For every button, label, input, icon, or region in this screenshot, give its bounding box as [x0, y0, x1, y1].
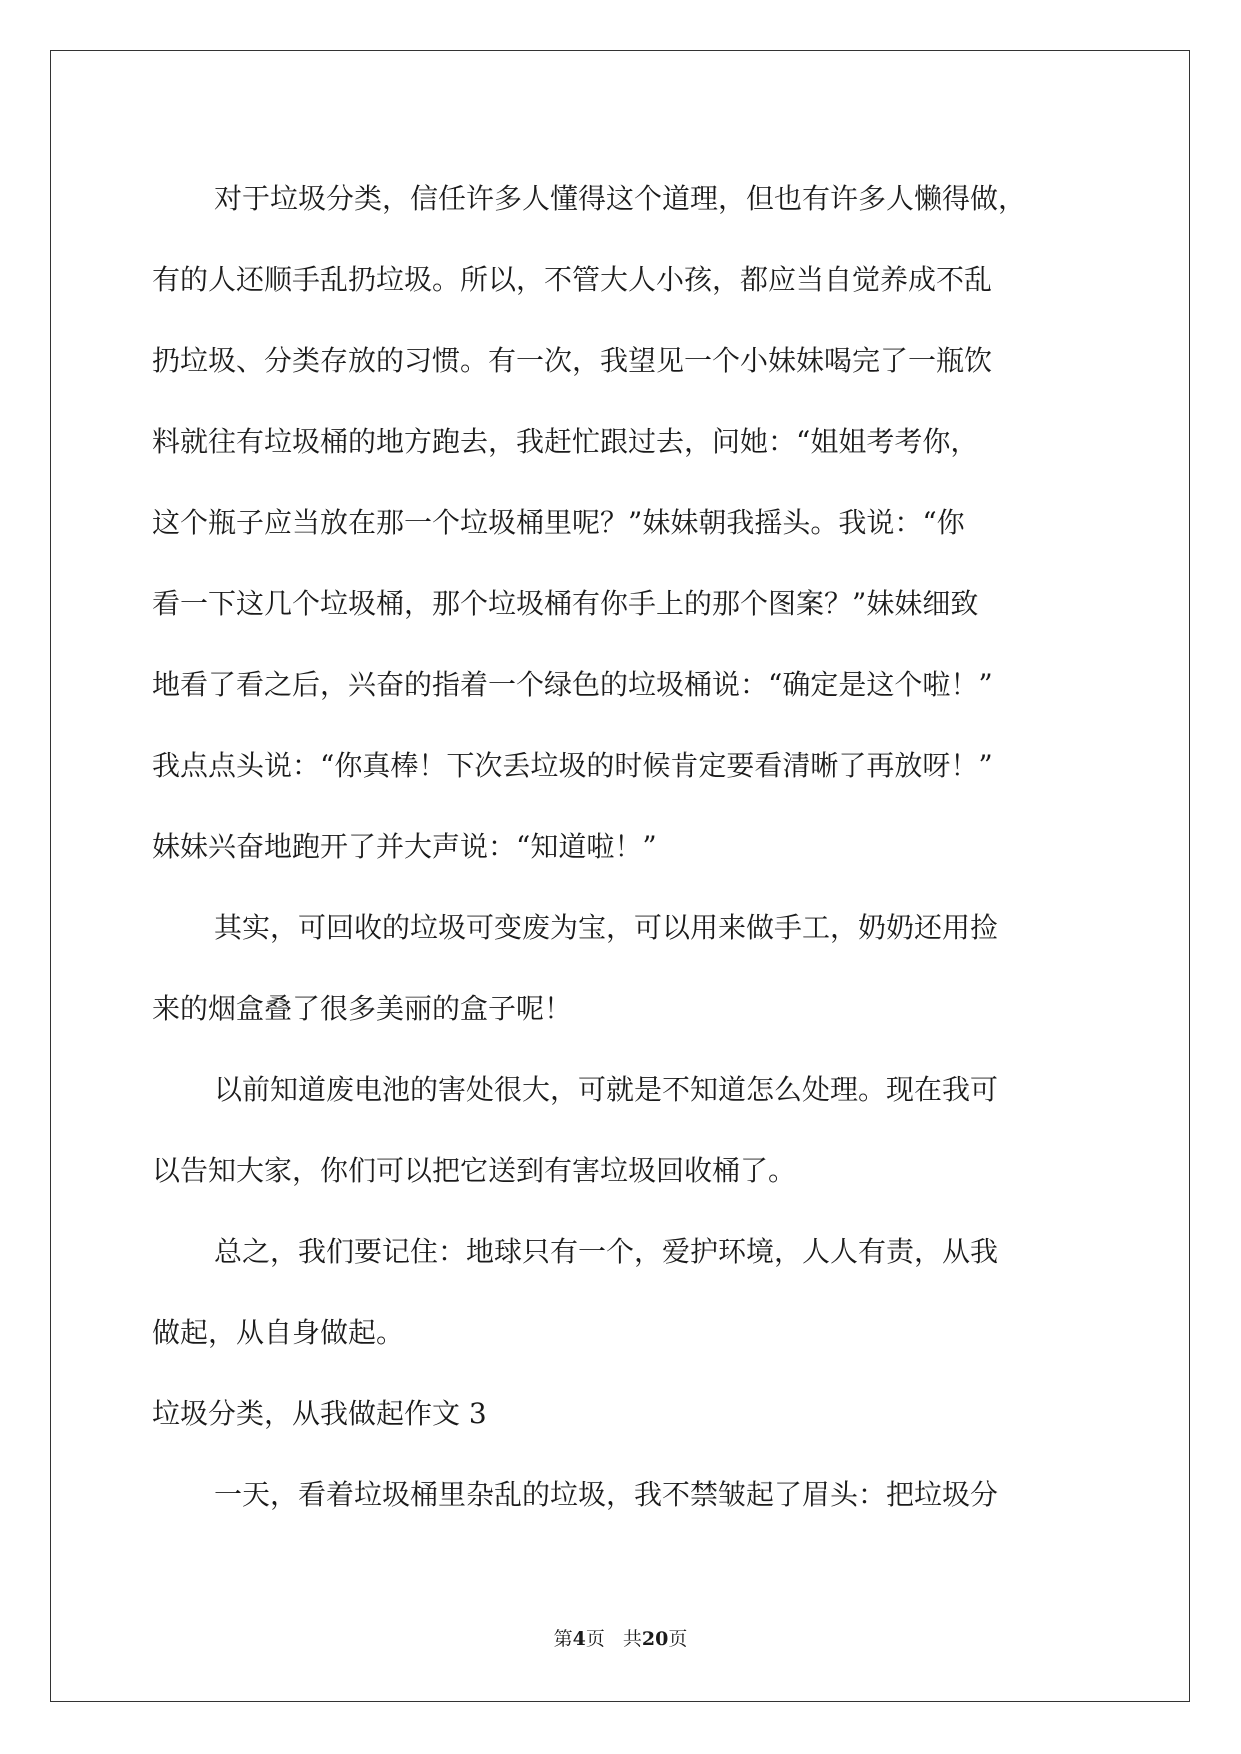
- footer-page-number: 4: [572, 1628, 586, 1650]
- footer-page-prefix: 第: [553, 1628, 573, 1650]
- paragraph-1-line-1: 对于垃圾分类，信任许多人懂得这个道理，但也有许多人懒得做，: [214, 182, 1027, 215]
- paragraph-4-line-2: 做起，从自身做起。: [152, 1316, 405, 1349]
- footer-total-number: 20: [641, 1628, 669, 1650]
- footer-page-suffix: 页: [585, 1628, 605, 1650]
- paragraph-1-line-5: 这个瓶子应当放在那一个垃圾桶里呢？”妹妹朝我摇头。我说：“你: [152, 506, 965, 539]
- paragraph-1-line-6: 看一下这几个垃圾桶，那个垃圾桶有你手上的那个图案？”妹妹细致: [152, 587, 979, 620]
- paragraph-1-line-9: 妹妹兴奋地跑开了并大声说：“知道啦！”: [152, 830, 657, 863]
- footer-total-suffix: 页: [668, 1628, 688, 1650]
- paragraph-2-line-1: 其实，可回收的垃圾可变废为宝，可以用来做手工，奶奶还用捡: [214, 911, 999, 944]
- paragraph-2-line-2: 来的烟盒叠了很多美丽的盒子呢！: [152, 992, 573, 1025]
- paragraph-1-line-3: 扔垃圾、分类存放的习惯。有一次，我望见一个小妹妹喝完了一瓶饮: [152, 344, 993, 377]
- paragraph-1-line-2: 有的人还顺手乱扔垃圾。所以，不管大人小孩，都应当自觉养成不乱: [152, 263, 993, 296]
- paragraph-4-line-1: 总之，我们要记住：地球只有一个，爱护环境，人人有责，从我: [214, 1235, 999, 1268]
- paragraph-1-line-4: 料就往有垃圾桶的地方跑去，我赶忙跟过去，问她：“姐姐考考你，: [152, 425, 979, 458]
- paragraph-1-line-8: 我点点头说：“你真棒！下次丢垃圾的时候肯定要看清晰了再放呀！”: [152, 749, 993, 782]
- paragraph-1-line-7: 地看了看之后，兴奋的指着一个绿色的垃圾桶说：“确定是这个啦！”: [152, 668, 993, 701]
- page-footer: [0, 1624, 1241, 1651]
- paragraph-5-line-1: 一天，看着垃圾桶里杂乱的垃圾，我不禁皱起了眉头：把垃圾分: [214, 1478, 999, 1511]
- paragraph-3-line-2: 以告知大家，你们可以把它送到有害垃圾回收桶了。: [152, 1154, 797, 1187]
- footer-total-prefix: 共: [622, 1628, 642, 1650]
- paragraph-3-line-1: 以前知道废电池的害处很大，可就是不知道怎么处理。现在我可: [214, 1073, 999, 1106]
- section-heading: 垃圾分类，从我做起作文 3: [152, 1397, 487, 1430]
- document-body: [152, 158, 1088, 1535]
